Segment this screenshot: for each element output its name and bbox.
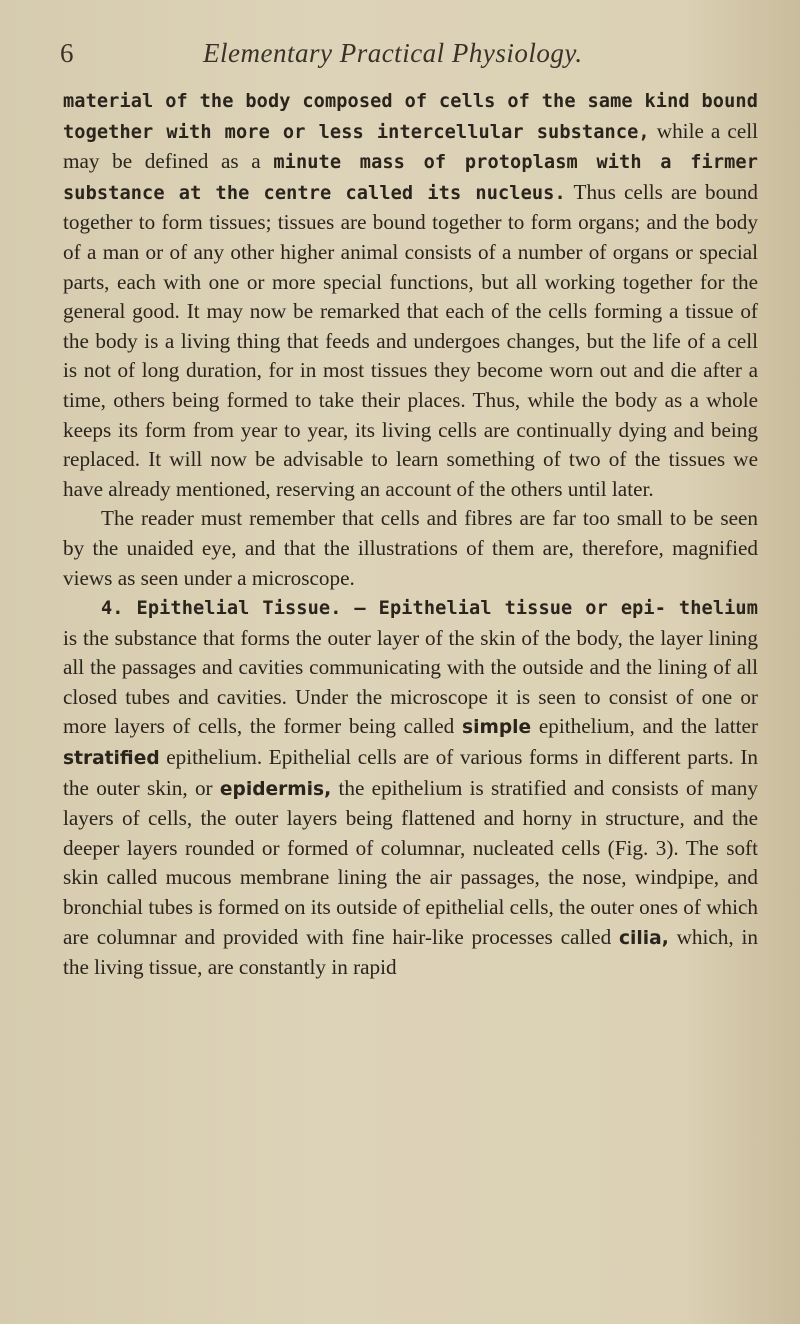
term-stratified: stratified bbox=[63, 748, 160, 770]
section-heading-epithelial-tissue: 4. Epithelial Tissue. — Epithelial tissue or epi- thelium bbox=[101, 598, 758, 620]
text-run: Thus cells are bound together to form tissues; tissues are bound together to form organs; and the body of a man or of any other higher animal consists of a number of organs or special parts, each with one or more special functions, but all working together for the general good. It may now be remarked that each of the cells forming a tissue of the body is a living thing that feeds and undergoes changes, but the life of a cell is not of long duration, for in most tissues they become worn out and die after a time, others being formed to take their places. Thus, while the body as a whole keeps its form from year to year, its living cells are continually dying and being replaced. It will now be advisable to learn something of two of the tissues we have already mentioned, reserving an account of the others until later. bbox=[63, 179, 758, 501]
text-run: epithelium, and the latter bbox=[531, 714, 759, 739]
term-epidermis: epidermis, bbox=[219, 778, 332, 800]
paragraph-3 bbox=[63, 593, 758, 983]
bold-definition-cell: minute mass of protoplasm with a firmer substance at the centre called its nucleus. bbox=[63, 152, 759, 204]
page-number: 6 bbox=[60, 38, 74, 68]
term-simple: simple bbox=[462, 717, 532, 739]
text-run: epithelium. Epithelial cells are of various forms in different parts. In the outer skin, or bbox=[63, 745, 758, 800]
body-text bbox=[63, 86, 758, 983]
text-run: is the substance that forms the outer layer of the skin of the body, the layer lining all the passages and cavities communicating with the outside and the lining of all closed tubes and cavities. Under the microscope it is seen to consist of one or more layers of cells, the former being called bbox=[63, 625, 758, 739]
text-run: which, in the living tissue, are constantly in rapid bbox=[63, 924, 758, 980]
paragraph-2: The reader must remember that cells and fibres are far too small to be seen by the unaided eye, and that the illustrations of them are, therefore, magnified views as seen under a microscope. bbox=[63, 506, 758, 590]
text-run: the epithelium is stratified and consists of many layers of cells, the outer layers being flattened and horny in structure, and the deeper layers rounded or formed of columnar, nucleated cells (Fig. 3). The soft skin called mucous membrane lining the air passages, the nose, windpipe, and bronchial tubes is formed on its outside of epithelial cells, the outer ones of which are columnar and provided with fine hair-like processes called bbox=[63, 775, 758, 949]
paragraph-1 bbox=[63, 86, 758, 504]
text-run: while a cell may be defined as a bbox=[63, 118, 758, 174]
bold-definition-tissue: material of the body composed of cells of the same kind bound together with more or less intercellular substance, bbox=[63, 91, 758, 143]
running-title: Elementary Practical Physiology. bbox=[203, 38, 583, 68]
term-cilia: cilia, bbox=[619, 927, 669, 949]
